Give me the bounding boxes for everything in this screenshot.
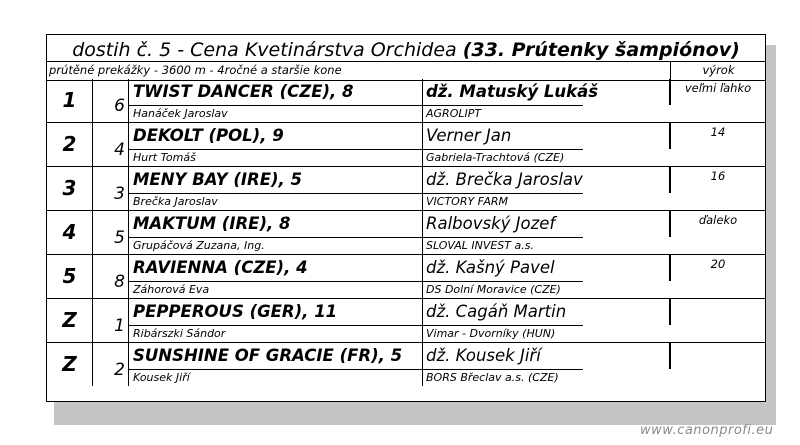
race-title-name: Cena Kvetinárstva Orchidea xyxy=(190,39,463,61)
table-row xyxy=(47,343,765,387)
owner-name: DS Dolní Moravice (CZE) xyxy=(423,281,583,298)
jockey-name: Ralbovský Jozef xyxy=(423,211,670,237)
table-row xyxy=(47,211,765,255)
race-title xyxy=(47,37,765,63)
start-number: 2 xyxy=(93,343,129,386)
jockey-name: dž. Kašný Pavel xyxy=(423,255,670,281)
horse-name: RAVIENNA (CZE), 4 xyxy=(129,255,423,281)
owner-name: VICTORY FARM xyxy=(423,193,583,210)
result-margin xyxy=(670,299,765,325)
trainer-name: Hanáček Jaroslav xyxy=(129,105,423,122)
race-result-card xyxy=(46,34,766,402)
horse-name: SUNSHINE OF GRACIE (FR), 5 xyxy=(129,343,423,369)
result-column-header: výrok xyxy=(670,62,766,79)
jockey-name: Verner Jan xyxy=(423,123,670,149)
table-row xyxy=(47,123,765,167)
horse-name: TWIST DANCER (CZE), 8 xyxy=(129,79,423,105)
jockey-name: dž. Kousek Jiří xyxy=(423,343,670,369)
result-margin: veľmi ľahko xyxy=(670,79,765,105)
place: 1 xyxy=(47,79,93,122)
start-number: 6 xyxy=(93,79,129,122)
owner-name: BORS Břeclav a.s. (CZE) xyxy=(423,369,583,386)
place: 5 xyxy=(47,255,93,298)
jockey-name: dž. Cagáň Martin xyxy=(423,299,670,325)
result-margin: 16 xyxy=(670,167,765,193)
trainer-name: Kousek Jiří xyxy=(129,369,423,386)
result-margin: 14 xyxy=(670,123,765,149)
trainer-name: Hurt Tomáš xyxy=(129,149,423,166)
horse-name: MAKTUM (IRE), 8 xyxy=(129,211,423,237)
trainer-name: Záhorová Eva xyxy=(129,281,423,298)
conditions-header xyxy=(47,61,765,81)
site-watermark: www.canonprofi.eu xyxy=(640,423,774,438)
place: 4 xyxy=(47,211,93,254)
owner-name: SLOVAL INVEST a.s. xyxy=(423,237,583,254)
table-row xyxy=(47,167,765,211)
place: Z xyxy=(47,299,93,342)
start-number: 1 xyxy=(93,299,129,342)
result-margin: 20 xyxy=(670,255,765,281)
start-number: 3 xyxy=(93,167,129,210)
owner-name: AGROLIPT xyxy=(423,105,583,122)
place: 3 xyxy=(47,167,93,210)
place: 2 xyxy=(47,123,93,166)
table-row xyxy=(47,255,765,299)
owner-name: Gabriela-Trachtová (CZE) xyxy=(423,149,583,166)
result-margin: ďaleko xyxy=(670,211,765,237)
owner-name: Vimar - Dvorníky (HUN) xyxy=(423,325,583,342)
place: Z xyxy=(47,343,93,386)
trainer-name: Ribárszki Sándor xyxy=(129,325,423,342)
start-number: 8 xyxy=(93,255,129,298)
start-number: 5 xyxy=(93,211,129,254)
jockey-name: dž. Matuský Lukáš xyxy=(423,79,670,105)
race-title-prefix: dostih č. 5 - xyxy=(72,39,191,61)
start-number: 4 xyxy=(93,123,129,166)
trainer-name: Brečka Jaroslav xyxy=(129,193,423,210)
race-conditions: prútěné prekážky - 3600 m - 4ročné a staršie kone xyxy=(49,63,342,77)
jockey-name: dž. Brečka Jaroslav xyxy=(423,167,670,193)
horse-name: DEKOLT (POL), 9 xyxy=(129,123,423,149)
table-row xyxy=(47,299,765,343)
table-row xyxy=(47,79,765,123)
horse-name: PEPPEROUS (GER), 11 xyxy=(129,299,423,325)
trainer-name: Grupáčová Zuzana, Ing. xyxy=(129,237,423,254)
result-margin xyxy=(670,343,765,369)
race-title-bold: (33. Prútenky šampiónov) xyxy=(462,39,740,61)
horse-name: MENY BAY (IRE), 5 xyxy=(129,167,423,193)
